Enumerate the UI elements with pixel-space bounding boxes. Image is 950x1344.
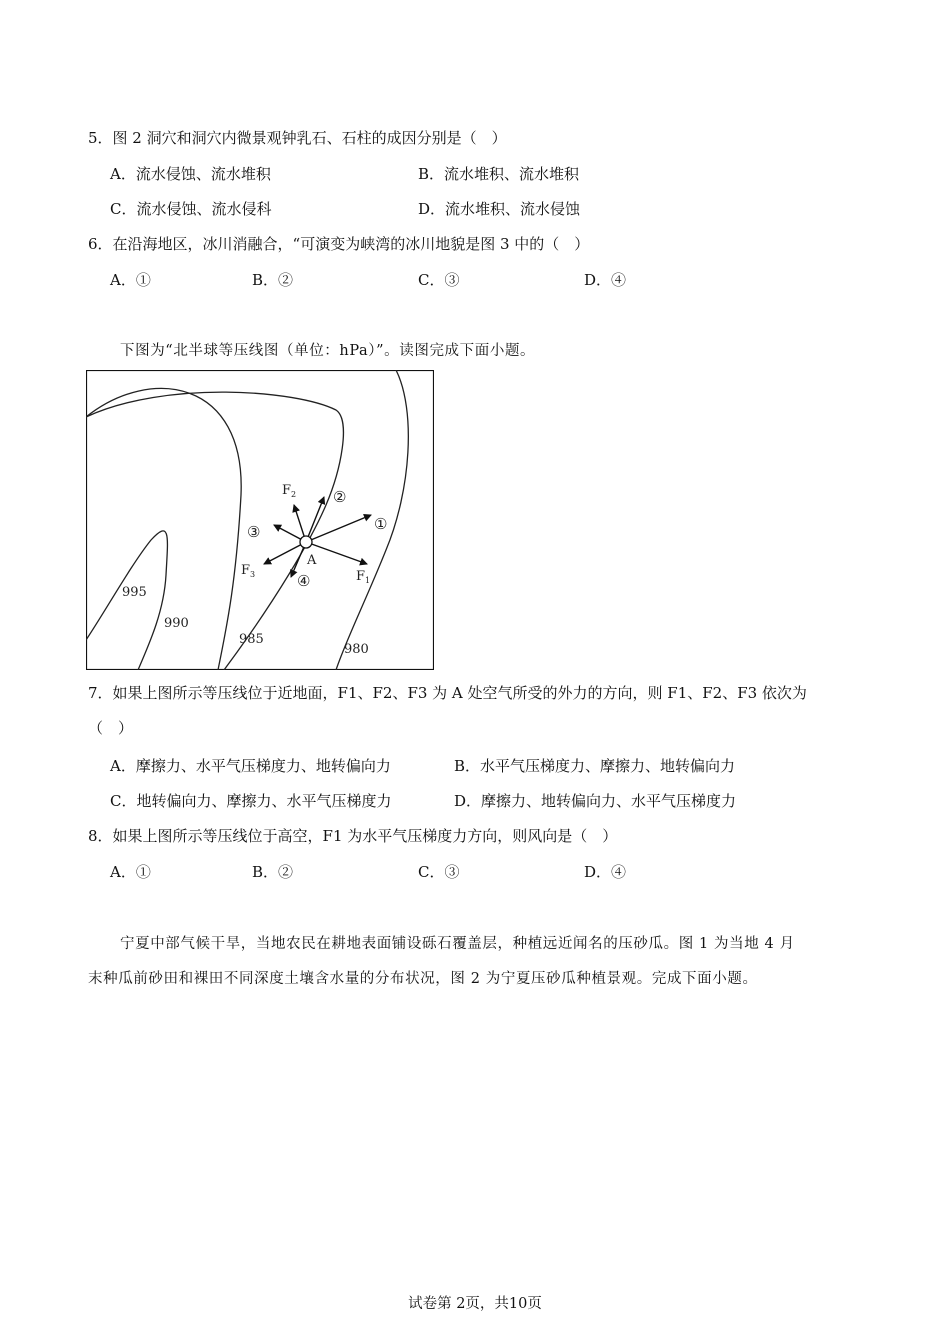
q6-option-d: D．④ xyxy=(584,271,627,289)
q5-option-d: D．流水堆积、流水侵蚀 xyxy=(418,200,581,218)
q5-option-b: B．流水堆积、流水堆积 xyxy=(418,165,580,183)
q5-stem: 5．图 2 洞穴和洞穴内微景观钟乳石、石柱的成因分别是（ ） xyxy=(88,129,507,147)
passage-line-2: 末种瓜前砂田和裸田不同深度土壤含水量的分布状况，图 2 为宁夏压砂瓜种植景观。完成下面小题。 xyxy=(88,971,758,987)
q8-option-d: D．④ xyxy=(584,863,627,881)
q7-option-a: A．摩擦力、水平气压梯度力、地转偏向力 xyxy=(110,757,391,775)
label-3: ③ xyxy=(247,523,261,541)
page-footer: 试卷第 2页，共10页 xyxy=(408,1296,542,1312)
label-f3: $F_3$ xyxy=(241,563,256,579)
q6-option-b: B．② xyxy=(252,271,294,289)
q6-option-a: A．① xyxy=(110,271,151,289)
point-a-marker xyxy=(300,536,312,548)
q8-option-b: B．② xyxy=(252,863,294,881)
label-4: ④ xyxy=(297,572,311,590)
label-f1: $F_1$ xyxy=(356,569,371,585)
isobar-label-995: 995 xyxy=(122,585,147,600)
q5-option-c: C．流水侵蚀、流水侵科 xyxy=(110,200,272,218)
q7-option-c: C．地转偏向力、摩擦力、水平气压梯度力 xyxy=(110,792,392,810)
label-1: ① xyxy=(374,515,388,533)
q7-stem-line2: （ ） xyxy=(88,719,134,737)
figure-intro: 下图为“北半球等压线图（单位：hPa）”。读图完成下面小题。 xyxy=(120,343,536,359)
isobar-figure xyxy=(86,370,434,670)
q7-option-d: D．摩擦力、地转偏向力、水平气压梯度力 xyxy=(454,792,737,810)
label-2: ② xyxy=(333,488,347,506)
q8-option-c: C．③ xyxy=(418,863,460,881)
point-a-label: A xyxy=(307,553,317,568)
q6-stem: 6．在沿海地区，冰川消融合，“可演变为峡湾的冰川地貌是图 3 中的（ ） xyxy=(88,235,590,253)
q7-stem-line1: 7．如果上图所示等压线位于近地面，F1、F2、F3 为 A 处空气所受的外力的方向，则 F1、F2、F3 依次为 xyxy=(88,684,807,702)
q7-option-b: B．水平气压梯度力、摩擦力、地转偏向力 xyxy=(454,757,736,775)
q5-option-a: A．流水侵蚀、流水堆积 xyxy=(110,165,271,183)
passage-line-1: 宁夏中部气候干旱，当地农民在耕地表面铺设砾石覆盖层，种植远近闻名的压砂瓜。图 1 为当地 4 月 xyxy=(120,936,795,952)
q8-option-a: A．① xyxy=(110,863,151,881)
isobar-label-980: 980 xyxy=(344,642,369,657)
isobar-label-990: 990 xyxy=(164,616,189,631)
q6-option-c: C．③ xyxy=(418,271,460,289)
q8-stem: 8．如果上图所示等压线位于高空，F1 为水平气压梯度力方向，则风向是（ ） xyxy=(88,827,618,845)
label-f2: $F_2$ xyxy=(282,483,297,499)
isobar-label-985: 985 xyxy=(239,632,264,647)
